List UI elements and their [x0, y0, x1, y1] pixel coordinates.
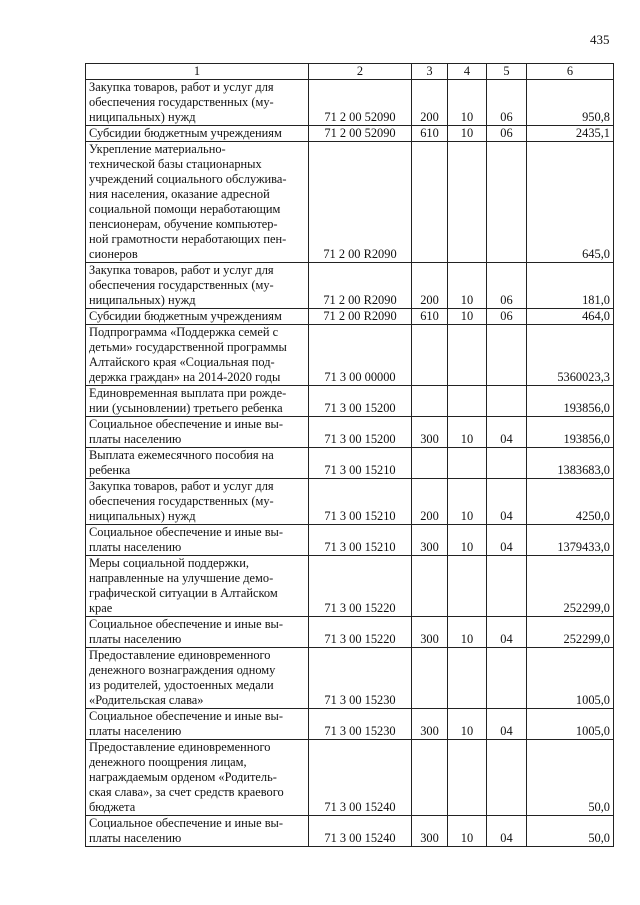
code-cell: 71 2 00 52090: [309, 126, 412, 142]
table-row: [86, 479, 614, 525]
amount-cell: 950,8: [527, 80, 614, 126]
code-cell: 71 3 00 15200: [309, 417, 412, 448]
amount-cell: 50,0: [527, 816, 614, 847]
code-cell: 71 2 00 R2090: [309, 309, 412, 325]
table-row: [86, 80, 614, 126]
description-cell: Субсидии бюджетным учреждениям: [86, 309, 309, 325]
description-cell: Закупка товаров, работ и услуг для обеспечения государственных (му- ниципальных) нужд: [86, 479, 309, 525]
amount-cell: 252299,0: [527, 556, 614, 617]
header-cell: 2: [309, 64, 412, 80]
expense-type-cell: [412, 325, 448, 386]
subsection-cell: [487, 740, 527, 816]
description-cell: Закупка товаров, работ и услуг для обеспечения государственных (му- ниципальных) нужд: [86, 80, 309, 126]
description-cell: Предоставление единовременного денежного поощрения лицам, награждаемым орденом «Родитель- ская слава», за счет средств краевого бюджета: [86, 740, 309, 816]
description-cell: Меры социальной поддержки, направленные на улучшение демо- графической ситуации в Алтайском крае: [86, 556, 309, 617]
section-cell: [448, 648, 487, 709]
table-row: [86, 448, 614, 479]
section-cell: 10: [448, 479, 487, 525]
section-cell: 10: [448, 309, 487, 325]
amount-cell: 4250,0: [527, 479, 614, 525]
table-row: [86, 142, 614, 263]
section-cell: 10: [448, 417, 487, 448]
expense-type-cell: [412, 448, 448, 479]
expense-type-cell: 300: [412, 617, 448, 648]
expense-type-cell: [412, 556, 448, 617]
amount-cell: 193856,0: [527, 386, 614, 417]
amount-cell: 50,0: [527, 740, 614, 816]
description-cell: Социальное обеспечение и иные вы- платы населению: [86, 617, 309, 648]
table-row: [86, 709, 614, 740]
expense-type-cell: 300: [412, 709, 448, 740]
subsection-cell: [487, 648, 527, 709]
table-row: [86, 325, 614, 386]
amount-cell: 645,0: [527, 142, 614, 263]
description-cell: Социальное обеспечение и иные вы- платы населению: [86, 709, 309, 740]
code-cell: 71 3 00 15230: [309, 709, 412, 740]
section-cell: 10: [448, 617, 487, 648]
code-cell: 71 2 00 R2090: [309, 263, 412, 309]
page-number: 435: [590, 32, 610, 47]
amount-cell: 2435,1: [527, 126, 614, 142]
section-cell: [448, 556, 487, 617]
section-cell: [448, 142, 487, 263]
expense-type-cell: 300: [412, 816, 448, 847]
expense-type-cell: 610: [412, 126, 448, 142]
table-row: [86, 816, 614, 847]
amount-cell: 1383683,0: [527, 448, 614, 479]
expense-type-cell: 200: [412, 479, 448, 525]
description-cell: Социальное обеспечение и иные вы- платы населению: [86, 417, 309, 448]
subsection-cell: 04: [487, 525, 527, 556]
expense-type-cell: 200: [412, 80, 448, 126]
subsection-cell: [487, 142, 527, 263]
section-cell: 10: [448, 80, 487, 126]
subsection-cell: 06: [487, 126, 527, 142]
section-cell: [448, 386, 487, 417]
expense-type-cell: [412, 386, 448, 417]
expense-type-cell: 300: [412, 525, 448, 556]
description-cell: Социальное обеспечение и иные вы- платы населению: [86, 816, 309, 847]
code-cell: 71 3 00 15210: [309, 448, 412, 479]
table-row: [86, 309, 614, 325]
code-cell: 71 3 00 15230: [309, 648, 412, 709]
header-row: [86, 64, 614, 80]
section-cell: [448, 740, 487, 816]
code-cell: 71 3 00 15240: [309, 740, 412, 816]
description-cell: Единовременная выплата при рожде- нии (усыновлении) третьего ребенка: [86, 386, 309, 417]
table-row: [86, 386, 614, 417]
description-cell: Закупка товаров, работ и услуг для обеспечения государственных (му- ниципальных) нужд: [86, 263, 309, 309]
code-cell: 71 3 00 00000: [309, 325, 412, 386]
subsection-cell: 06: [487, 80, 527, 126]
table-row: [86, 126, 614, 142]
code-cell: 71 3 00 15220: [309, 617, 412, 648]
description-cell: Субсидии бюджетным учреждениям: [86, 126, 309, 142]
subsection-cell: [487, 386, 527, 417]
expense-type-cell: 300: [412, 417, 448, 448]
expense-type-cell: 610: [412, 309, 448, 325]
header-cell: 4: [448, 64, 487, 80]
table-row: [86, 617, 614, 648]
section-cell: 10: [448, 525, 487, 556]
amount-cell: 1005,0: [527, 648, 614, 709]
code-cell: 71 3 00 15210: [309, 479, 412, 525]
description-cell: Предоставление единовременного денежного вознаграждения одному из родителей, удостоенных медали «Родительская слава»: [86, 648, 309, 709]
table-row: [86, 648, 614, 709]
amount-cell: 252299,0: [527, 617, 614, 648]
amount-cell: 464,0: [527, 309, 614, 325]
code-cell: 71 3 00 15210: [309, 525, 412, 556]
subsection-cell: [487, 325, 527, 386]
expense-type-cell: [412, 142, 448, 263]
subsection-cell: 04: [487, 816, 527, 847]
header-cell: 6: [527, 64, 614, 80]
code-cell: 71 2 00 52090: [309, 80, 412, 126]
subsection-cell: 06: [487, 309, 527, 325]
description-cell: Социальное обеспечение и иные вы- платы населению: [86, 525, 309, 556]
amount-cell: 193856,0: [527, 417, 614, 448]
expense-type-cell: 200: [412, 263, 448, 309]
section-cell: 10: [448, 816, 487, 847]
table-row: [86, 740, 614, 816]
description-cell: Выплата ежемесячного пособия на ребенка: [86, 448, 309, 479]
table-row: [86, 417, 614, 448]
subsection-cell: 04: [487, 417, 527, 448]
amount-cell: 5360023,3: [527, 325, 614, 386]
code-cell: 71 2 00 R2090: [309, 142, 412, 263]
table-row: [86, 263, 614, 309]
section-cell: 10: [448, 709, 487, 740]
expense-type-cell: [412, 648, 448, 709]
header-cell: 5: [487, 64, 527, 80]
amount-cell: 181,0: [527, 263, 614, 309]
amount-cell: 1005,0: [527, 709, 614, 740]
subsection-cell: 06: [487, 263, 527, 309]
header-cell: 1: [86, 64, 309, 80]
description-cell: Укрепление материально- технической базы стационарных учреждений социального обслужива- ния населения, оказание адресной социальной помощи неработающим пенсионерам, обучение компьютер- ной грамотности неработающих пен- сионеров: [86, 142, 309, 263]
table-row: [86, 556, 614, 617]
section-cell: 10: [448, 126, 487, 142]
section-cell: 10: [448, 263, 487, 309]
section-cell: [448, 325, 487, 386]
amount-cell: 1379433,0: [527, 525, 614, 556]
code-cell: 71 3 00 15240: [309, 816, 412, 847]
section-cell: [448, 448, 487, 479]
subsection-cell: 04: [487, 479, 527, 525]
code-cell: 71 3 00 15220: [309, 556, 412, 617]
expense-type-cell: [412, 740, 448, 816]
budget-table: [85, 63, 614, 847]
subsection-cell: 04: [487, 709, 527, 740]
table-row: [86, 525, 614, 556]
header-cell: 3: [412, 64, 448, 80]
subsection-cell: [487, 556, 527, 617]
description-cell: Подпрограмма «Поддержка семей с детьми» государственной программы Алтайского края «Социальная под- держка граждан» на 2014-2020 годы: [86, 325, 309, 386]
subsection-cell: [487, 448, 527, 479]
code-cell: 71 3 00 15200: [309, 386, 412, 417]
subsection-cell: 04: [487, 617, 527, 648]
